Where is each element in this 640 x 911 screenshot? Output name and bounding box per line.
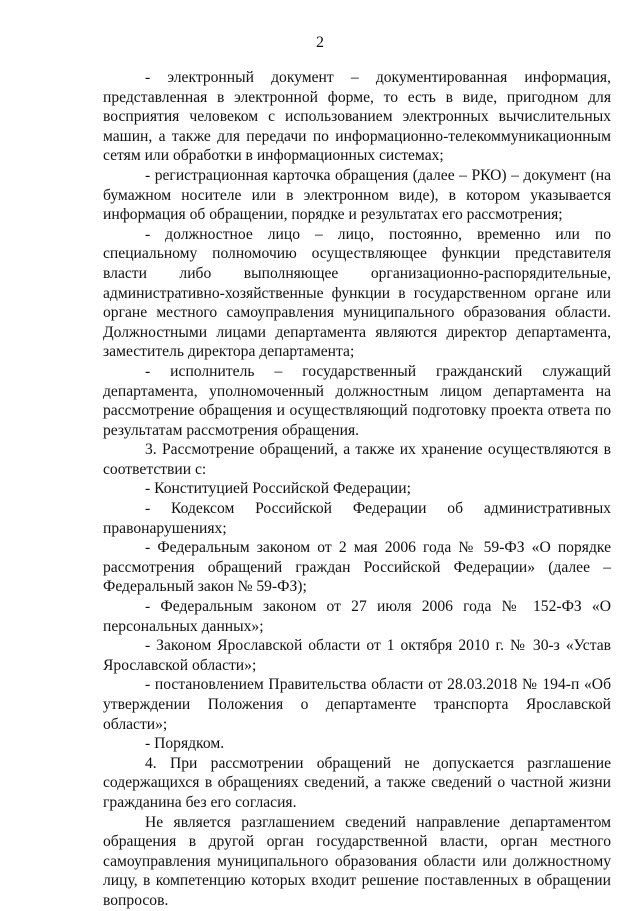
paragraph-executor: - исполнитель – государственный гражданский служащий департамента, уполномоченный должностным лицом департамента на рассмотрение обращения и осуществляющий подготовку проекта ответа по результатам рассмотрения обращения. bbox=[103, 362, 611, 439]
paragraph-section-3: 3. Рассмотрение обращений, а также их хранение осуществляются в соответствии с: bbox=[103, 441, 611, 478]
paragraph-law-59fz: - Федеральным законом от 2 мая 2006 года № 59-ФЗ «О порядке рассмотрения обращений граждан Российской Федерации» (далее – Федеральный закон № 59-ФЗ); bbox=[103, 539, 611, 596]
paragraph-registration-card: - регистрационная карточка обращения (далее – РКО) – документ (на бумажном носителе или в электронном виде), в котором указывается информация об обращении, порядке и результатах его рассмотрения; bbox=[103, 166, 611, 224]
paragraph-official: - должностное лицо – лицо, постоянно, временно или по специальному полномочию осуществляющее функции представителя власти либо выполняющее организационно-распорядительные, административно-хозяйственные функции в государственном органе или органе местного самоуправления муниципального образования области. Должностными лицами департамента являются директор департамента, заместитель директора департамента; bbox=[103, 225, 611, 361]
paragraph-constitution: - Конституцией Российской Федерации; bbox=[145, 480, 411, 498]
paragraph-not-disclosure: Не является разглашением сведений направление департаментом обращения в другой орган государственной власти, орган местного самоуправления муниципального образования области или должностному лицу, в компетенцию которых входит решение поставленных в обращении вопросов. bbox=[103, 813, 611, 909]
paragraph-electronic-document: - электронный документ – документированная информация, представленная в электронной форме, то есть в виде, пригодном для восприятия человеком с использованием электронных вычислительных машин, а также для передачи по информационно-телекоммуникационным сетям или обработки в информационных системах; bbox=[103, 69, 611, 165]
document-body bbox=[103, 68, 611, 911]
paragraph-admin-code: - Кодексом Российской Федерации об административных правонарушениях; bbox=[103, 500, 611, 537]
paragraph-section-4: 4. При рассмотрении обращений не допускается разглашение содержащихся в обращениях сведений, а также сведений о частной жизни гражданина без его согласия. bbox=[103, 754, 611, 811]
paragraph-regional-charter: - Законом Ярославской области от 1 октября 2010 г. № 30-з «Устав Ярославской области»; bbox=[103, 637, 611, 674]
paragraph-procedure: - Порядком. bbox=[145, 735, 225, 753]
paragraph-government-decree: - постановлением Правительства области от 28.03.2018 № 194-п «Об утверждении Положения о департаменте транспорта Ярославской области»; bbox=[103, 676, 611, 733]
page-number: 2 bbox=[316, 34, 324, 51]
paragraph-law-152fz: - Федеральным законом от 27 июля 2006 года № 152-ФЗ «О персональных данных»; bbox=[103, 598, 611, 635]
